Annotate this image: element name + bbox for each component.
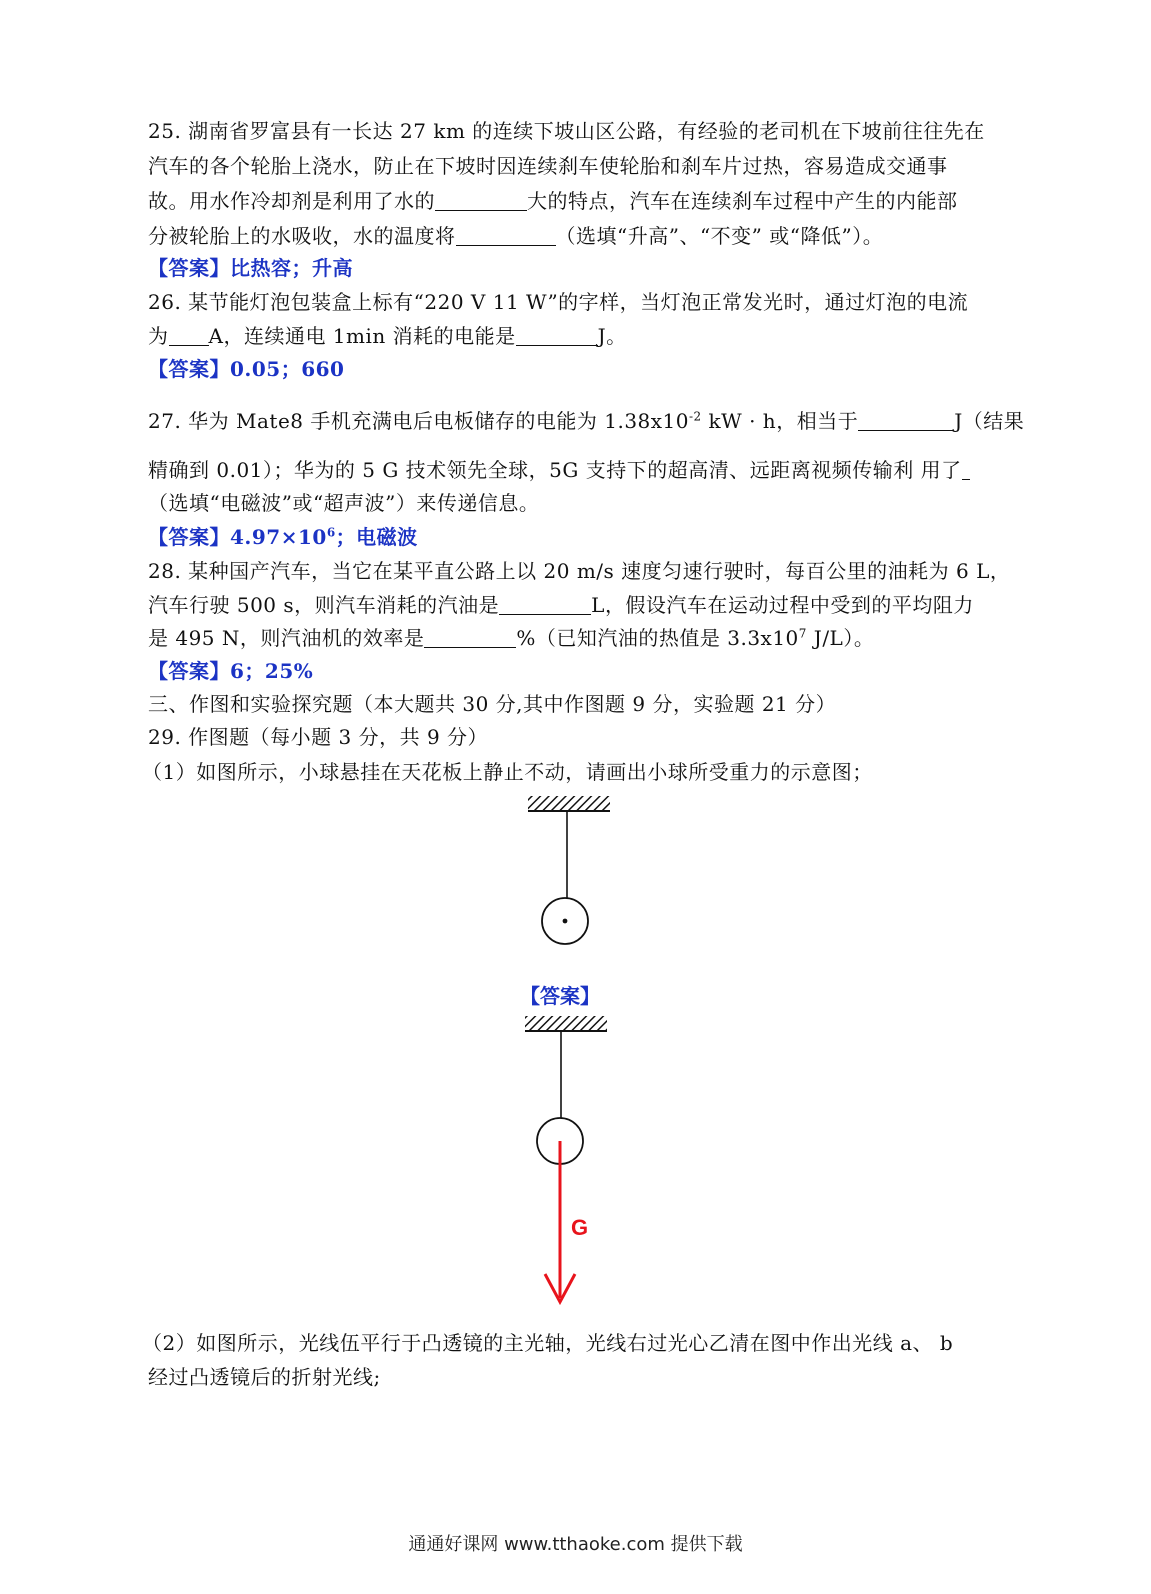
q26-line-2-text-b: A，连续通电 1min 消耗的电能是 [208, 324, 516, 348]
q28-blank-2 [424, 627, 516, 648]
q28-exponent: 7 [798, 626, 807, 641]
q25-line-4-text-b: （选填“升高”、“不变” 或“降低”）。 [555, 224, 884, 248]
q25-line-3-text-b: 大的特点，汽车在连续刹车过程中产生的内能部 [527, 189, 958, 213]
q27-blank-1 [858, 410, 954, 431]
footer: 通通好课网 www.tthaoke.com 提供下载 [408, 1534, 743, 1555]
q27-answer-exponent: 6 [326, 525, 336, 540]
ball-center [563, 919, 568, 924]
q27-line-1 [148, 406, 1025, 436]
q26-line-2-text-a: 为 [148, 324, 169, 348]
q26-answer: 【答案】0.05；660 [148, 357, 345, 381]
ceiling-hatch [525, 1016, 607, 1030]
q27-blank-2 [962, 459, 970, 480]
q28-line-3-text-b: %（已知汽油的热值是 3.3x10 [516, 626, 799, 650]
q27-answer-a: 【答案】4.97×10 [148, 525, 327, 549]
q25-answer: 【答案】比热容；升高 [148, 256, 353, 280]
q29-title: 29. 作图题（每小题 3 分，共 9 分） [148, 725, 489, 749]
q25-blank-1 [435, 190, 527, 211]
q25-line-3 [148, 186, 998, 216]
q28-line-3-text-a: 是 495 N，则汽油机的效率是 [148, 626, 425, 650]
answer-gravity-figure [515, 1010, 625, 1310]
q28-line-2-text-b: L，假设汽车在运动过程中受到的平均阻力 [591, 593, 974, 617]
q25-blank-2 [456, 225, 556, 246]
q28-line-3 [148, 623, 998, 653]
q27-line-2 [148, 455, 998, 485]
gravity-label: G [571, 1215, 589, 1240]
q29-answer-label: 【答案】 [520, 984, 600, 1008]
q29-part-2-line-2: 经过凸透镜后的折射光线; [148, 1365, 381, 1389]
q25-line-1: 25. 湖南省罗富县有一长达 27 km 的连续下坡山区公路，有经验的老司机在下坡前往往先在 [148, 119, 985, 143]
q28-blank-1 [499, 594, 591, 615]
q27-answer [148, 522, 998, 552]
q27-line-1-text-a: 27. 华为 Mate8 手机充满电后电板储存的电能为 1.38x10 [148, 409, 689, 433]
section-3-heading: 三、作图和实验探究题（本大题共 30 分,其中作图题 9 分，实验题 21 分） [148, 692, 837, 716]
q26-line-2 [148, 321, 998, 351]
q29-part-2-line-1: （2）如图所示，光线伍平行于凸透镜的主光轴，光线右过光心乙清在图中作出光线 a、 b [142, 1331, 954, 1355]
q26-line-1: 26. 某节能灯泡包装盒上标有“220 V 11 W”的字样，当灯泡正常发光时，通过灯泡的电流 [148, 290, 969, 314]
q29-part-1: （1）如图所示，小球悬挂在天花板上静止不动，请画出小球所受重力的示意图； [142, 760, 873, 784]
q25-line-2: 汽车的各个轮胎上浇水，防止在下坡时因连续刹车使轮胎和刹车片过热，容易造成交通事 [148, 154, 948, 178]
q25-line-4-text-a: 分被轮胎上的水吸收，水的温度将 [148, 224, 456, 248]
q25-line-3-text-a: 故。用水作冷却剂是利用了水的 [148, 189, 435, 213]
hanging-ball-figure [520, 790, 620, 960]
q27-line-2-text: 精确到 0.01）；华为的 5 G 技术领先全球，5G 支持下的超高清、远距离视频传输利 用了 [148, 458, 962, 482]
q28-line-3-text-c: J/L）。 [806, 626, 875, 650]
q27-line-1-text-b: kW · h，相当于 [701, 409, 859, 433]
q26-line-2-text-c: J。 [597, 324, 627, 348]
q28-line-2 [148, 590, 998, 620]
q25-line-4 [148, 221, 998, 251]
q26-blank-2 [516, 325, 598, 346]
q27-exponent: -2 [689, 409, 702, 424]
q27-line-3: （选填“电磁波”或“超声波”）来传递信息。 [148, 491, 540, 515]
q28-answer: 【答案】6；25% [148, 659, 314, 683]
ceiling-hatch [528, 796, 610, 810]
q26-blank-1 [169, 325, 209, 346]
q27-answer-b: ；电磁波 [335, 525, 418, 549]
q27-line-1-text-c: J（结果 [954, 409, 1025, 433]
q28-line-1: 28. 某种国产汽车，当它在某平直公路上以 20 m/s 速度匀速行驶时，每百公里的油耗为 6 L， [148, 559, 1011, 583]
q28-line-2-text-a: 汽车行驶 500 s，则汽车消耗的汽油是 [148, 593, 500, 617]
